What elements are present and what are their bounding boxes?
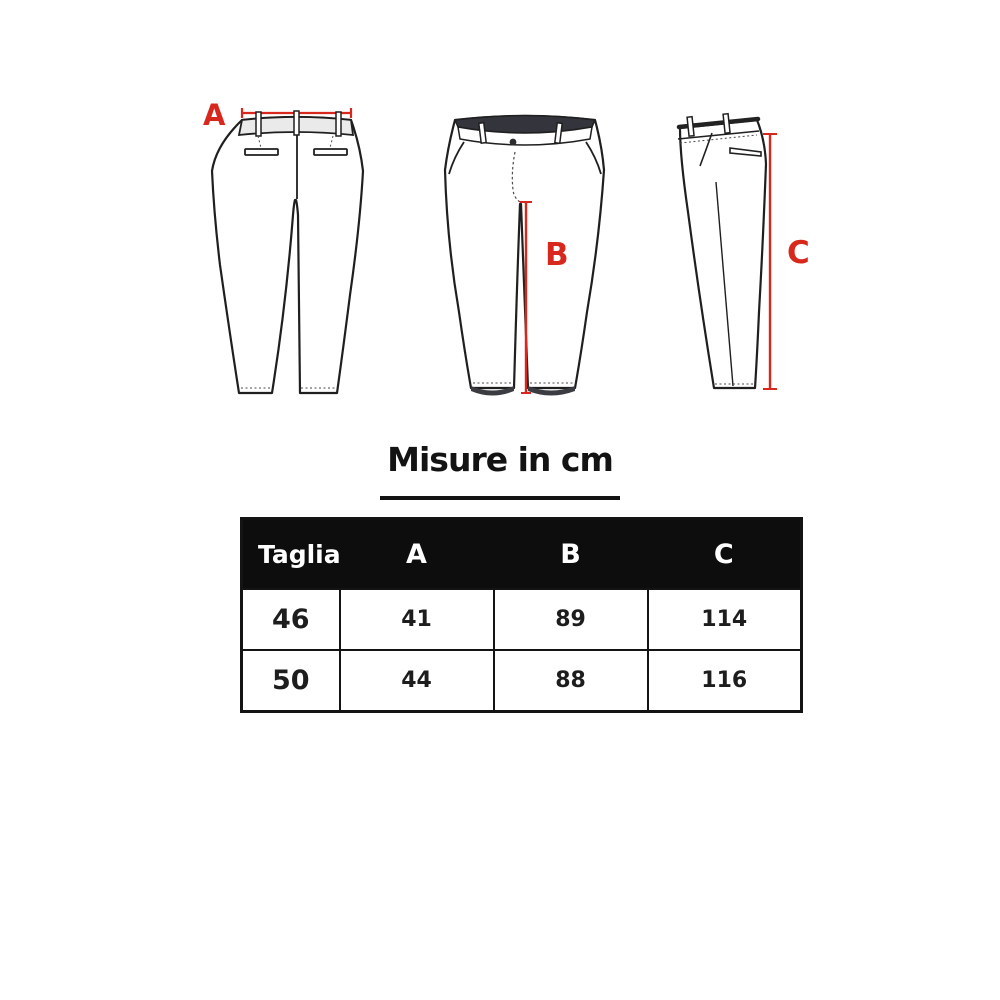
table-row [242, 650, 802, 712]
title-underline [380, 496, 620, 500]
pants-back-view-figure [210, 105, 365, 405]
measure-label-c: C [787, 235, 810, 271]
size-value: 50 [242, 650, 340, 712]
measure-c-value: 114 [648, 589, 802, 650]
column-header-taglia: Taglia [242, 519, 340, 590]
size-table [240, 517, 803, 713]
pants-front-view-drawing [440, 112, 610, 402]
size-value: 46 [242, 589, 340, 650]
pants-front-view-figure [440, 112, 610, 402]
measure-a-value: 44 [340, 650, 494, 712]
measure-b-value: 89 [494, 589, 648, 650]
measure-label-b: B [545, 237, 569, 273]
measure-a-value: 41 [340, 589, 494, 650]
pants-back-view-drawing [210, 105, 365, 405]
measure-b-value: 88 [494, 650, 648, 712]
page-title: Misure in cm [387, 440, 613, 479]
size-table-header-row [242, 519, 802, 590]
measure-c-value: 116 [648, 650, 802, 712]
table-row [242, 589, 802, 650]
column-header-a: A [340, 519, 494, 590]
measure-label-a: A [203, 98, 226, 132]
column-header-b: B [494, 519, 648, 590]
column-header-c: C [648, 519, 802, 590]
waist-button [510, 139, 517, 146]
